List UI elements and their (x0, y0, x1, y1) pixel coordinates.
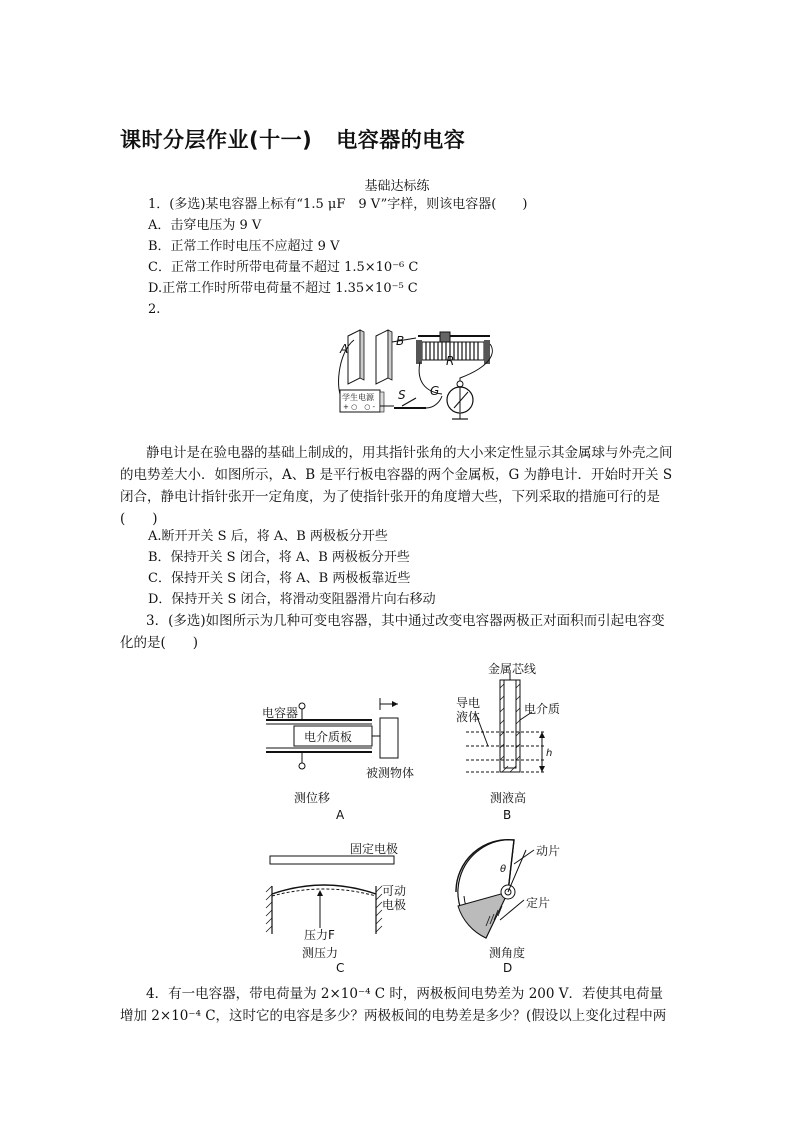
q2-label-b: B (396, 334, 405, 348)
q1-option-c: C．正常工作时所带电荷量不超过 1.5×10⁻⁶ C (148, 260, 419, 275)
q2-option-a: A.断开开关 S 后，将 A、B 两极板分开些 (148, 529, 388, 544)
q3c-letter: C (336, 961, 345, 975)
q3c-caption: 测压力 (302, 946, 339, 960)
q3b-h-label: h (546, 748, 553, 759)
title-main: 课时分层作业(十一) (120, 128, 313, 152)
q3-figure-a (262, 690, 422, 780)
q3a-dielectric-label: 电介质板 (304, 730, 353, 744)
q4-stem (120, 983, 676, 1027)
q3-stem (120, 610, 676, 654)
q3d-fixed-label: 定片 (526, 896, 551, 910)
q3b-dielectric-label: 电介质 (524, 702, 561, 716)
q2-label-s: S (398, 388, 406, 402)
q2-option-c: C．保持开关 S 闭合，将 A、B 两极板靠近些 (148, 571, 411, 586)
q3b-letter: B (503, 808, 512, 822)
q1-option-b: B．正常工作时电压不应超过 9 V (148, 239, 340, 254)
q2-option-d: D．保持开关 S 闭合，将滑动变阻器滑片向右移动 (148, 592, 436, 607)
q1-option-d: D.正常工作时所带电荷量不超过 1.35×10⁻⁵ C (148, 281, 418, 296)
q3-figure-b (456, 660, 576, 785)
q3d-caption: 测角度 (489, 946, 526, 960)
q3b-liquid-label-1: 导电 (456, 696, 481, 710)
q3d-theta-label: θ (500, 864, 507, 875)
q4-stem-text: 4．有一电容器，带电荷量为 2×10⁻⁴ C 时，两极板间电势差为 200 V．若使其电荷量增加 2×10⁻⁴ C，这时它的电容是多少？两极板间的电势差是多少？(假设以上变化过程中两 (120, 986, 667, 1024)
q3c-movable-label-1: 可动 (382, 884, 407, 898)
q2-stem-text: 静电计是在验电器的基础上制成的，用其指针张角的大小来定性显示其金属球与外壳之间的电势差大小．如图所示，A、B 是平行板电容器的两个金属板，G 为静电计．开始时开关 S 闭合，静电计指针张开一定角度，为了使指针张开的角度增大些，下列采取的措施可行的是( ) (120, 445, 673, 527)
q2-label-supply: 学生电源 (342, 393, 374, 402)
q2-number: 2. (148, 302, 161, 317)
q3d-letter: D (503, 961, 513, 975)
section-heading: 基础达标练 (364, 179, 430, 194)
q3a-letter: A (336, 808, 345, 822)
q2-label-a: A (340, 342, 349, 356)
q3b-liquid-label-2: 液体 (456, 710, 481, 724)
q2-label-g: G (430, 384, 440, 398)
q3c-fixed-label: 固定电极 (350, 842, 399, 856)
q3-figure-c (262, 836, 422, 941)
q3-stem-text: 3．(多选)如图所示为几种可变电容器，其中通过改变电容器两极正对面积而引起电容变化的是( ) (120, 613, 665, 651)
q1-option-a: A．击穿电压为 9 V (148, 218, 262, 233)
q3a-capacitor-label: 电容器 (262, 706, 299, 720)
page-title (120, 124, 465, 154)
q2-stem (120, 442, 676, 530)
q2-option-b: B．保持开关 S 闭合，将 A、B 两极板分开些 (148, 550, 410, 565)
q3b-caption: 测液高 (490, 791, 527, 805)
q2-circuit-figure (330, 322, 500, 422)
q3a-object-label: 被测物体 (366, 766, 415, 780)
q3c-movable-label-2: 电极 (382, 898, 407, 912)
title-sub: 电容器的电容 (336, 128, 466, 152)
q2-label-polarity: + ○ ○ - (343, 403, 376, 411)
q3c-force-label: 压力F (304, 928, 335, 942)
q3b-core-label: 金属芯线 (488, 662, 537, 676)
q3a-caption: 测位移 (294, 791, 331, 805)
q3d-moving-label: 动片 (536, 844, 561, 858)
q3-figure-d (452, 836, 582, 946)
q2-label-r: R (446, 354, 455, 368)
q1-stem: 1．(多选)某电容器上标有“1.5 μF 9 V”字样，则该电容器( ) (148, 197, 528, 212)
